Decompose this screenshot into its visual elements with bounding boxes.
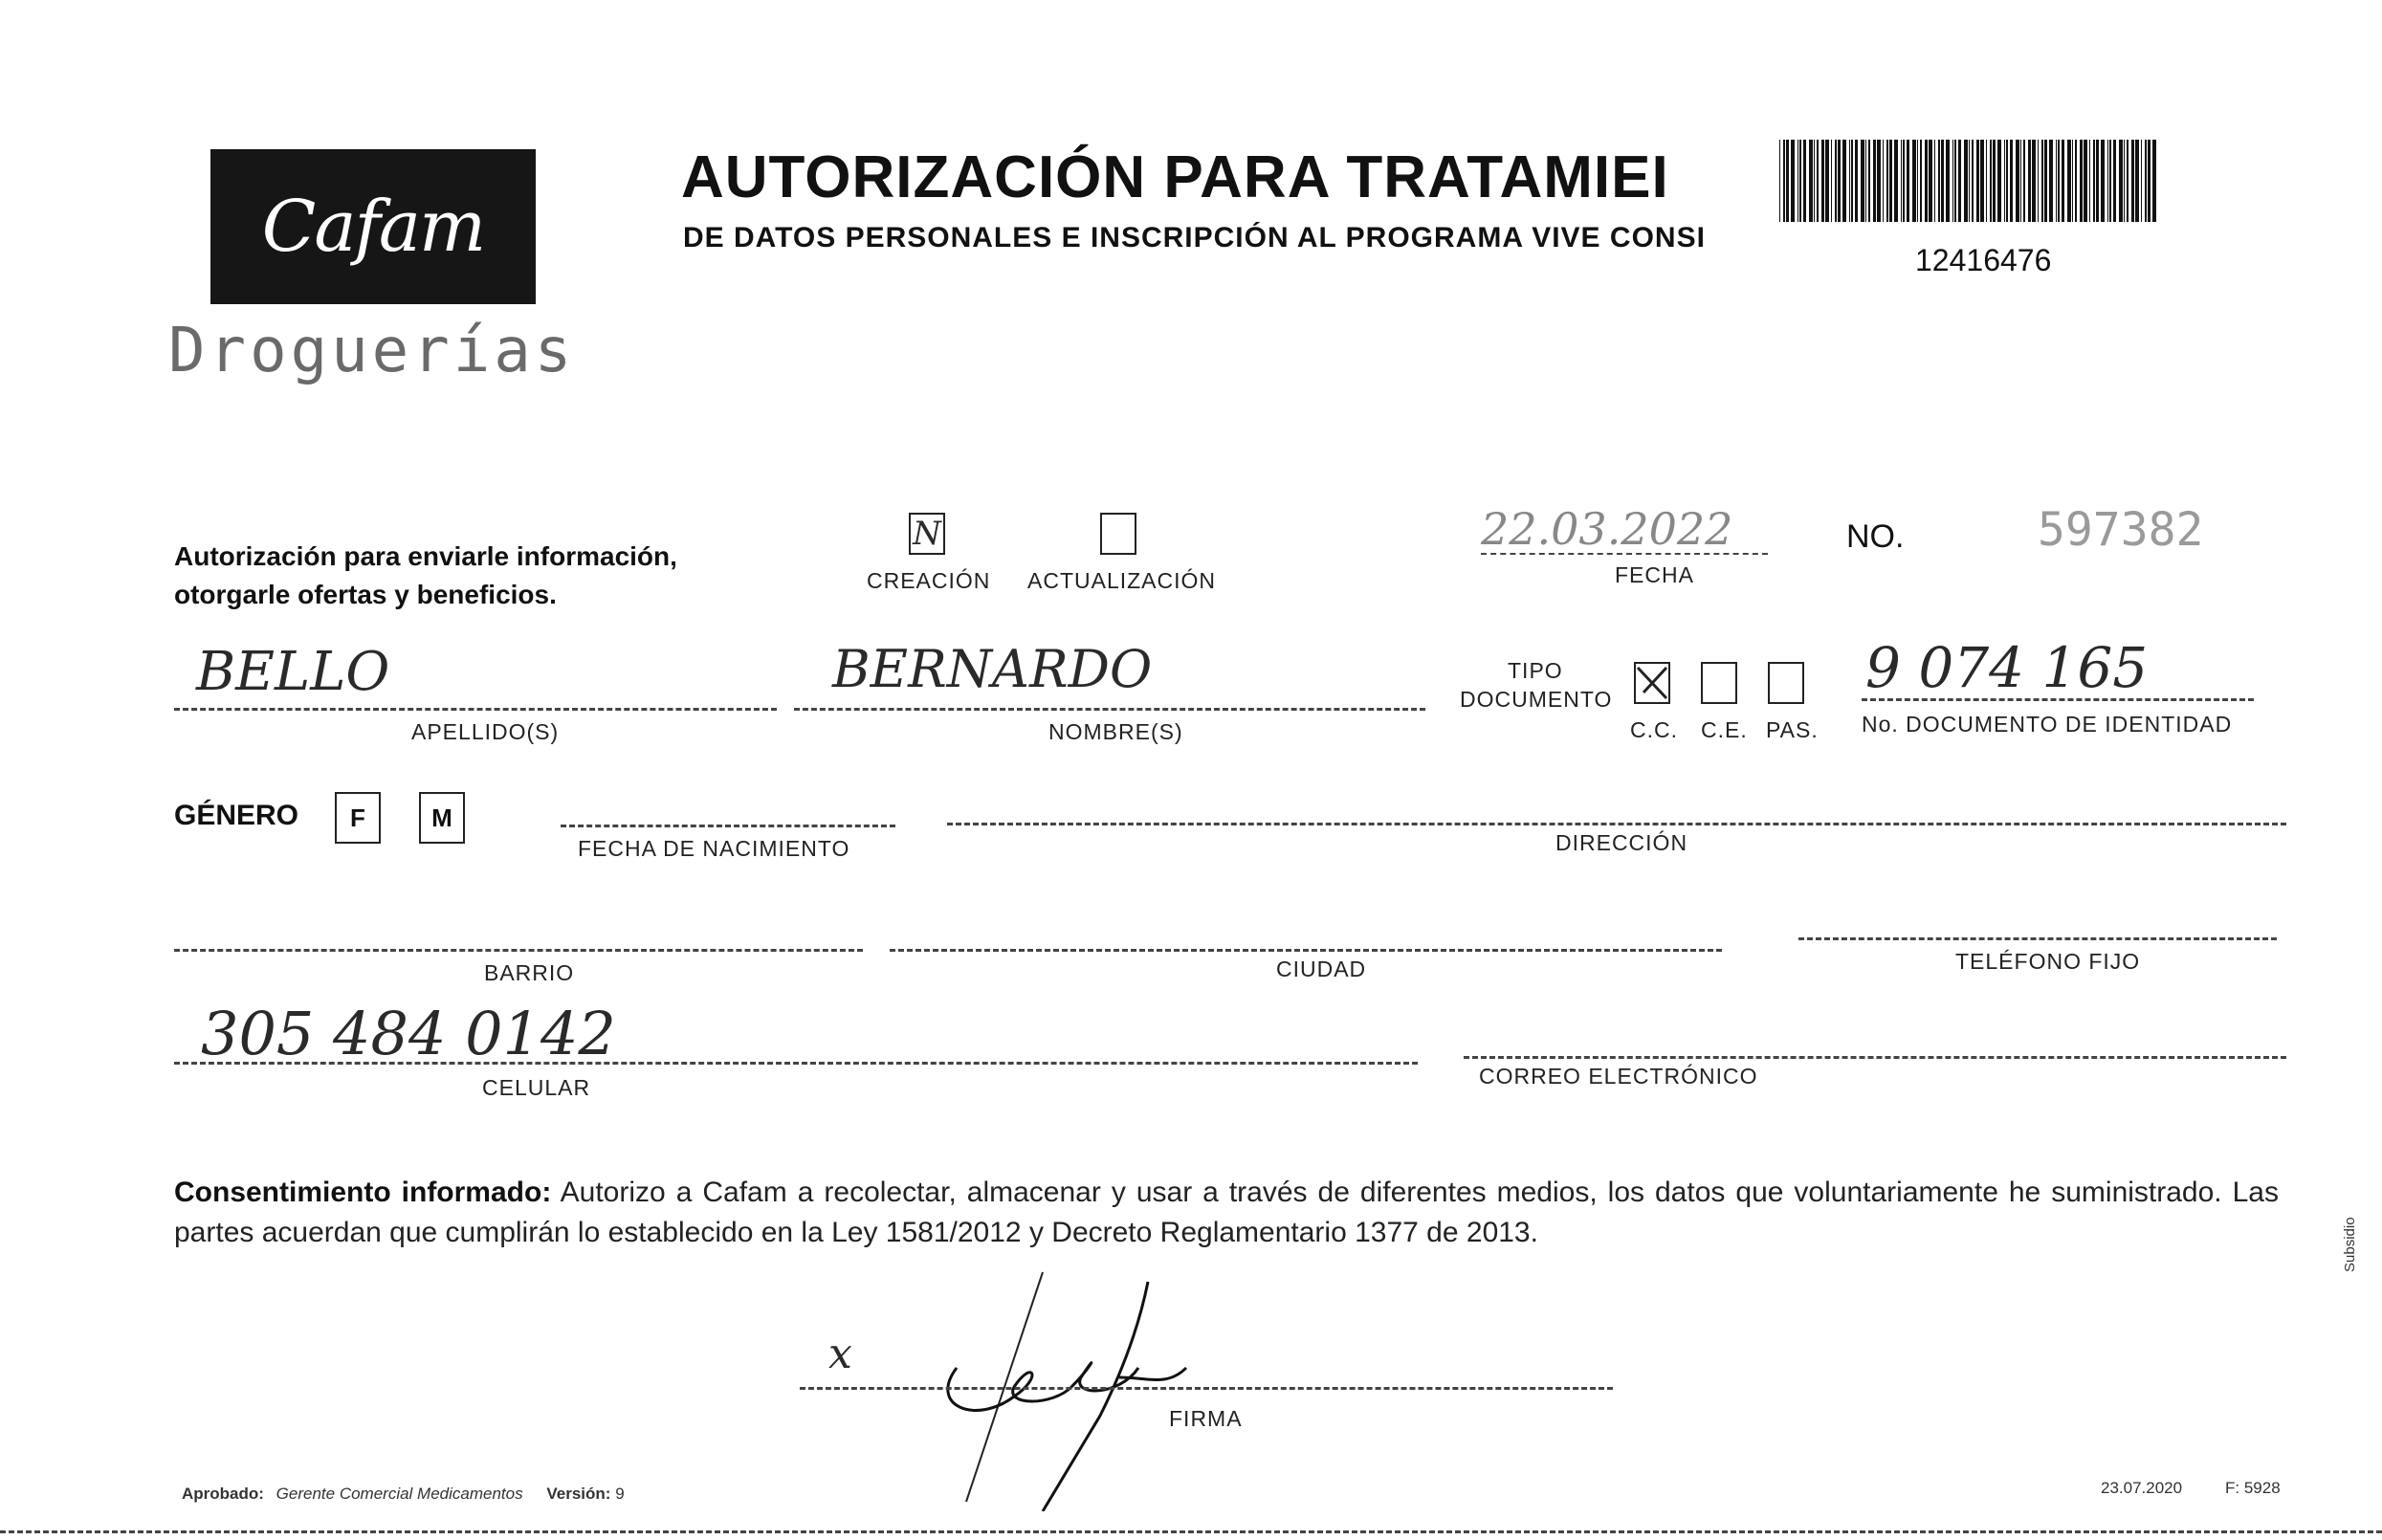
documento-tipo-label: DOCUMENTO xyxy=(1460,687,1613,712)
no-label: NO. xyxy=(1846,518,1905,555)
barcode-bar xyxy=(1851,140,1853,222)
barcode-bar xyxy=(1964,140,1968,222)
barcode-bar xyxy=(2062,140,2064,222)
nombres-label: NOMBRE(S) xyxy=(1048,719,1183,744)
barcode-bar xyxy=(2075,140,2077,222)
fecha-line xyxy=(1481,553,1768,555)
barcode-bar xyxy=(2028,140,2031,222)
barcode-bar xyxy=(1952,140,1953,222)
ce-label: C.E. xyxy=(1701,717,1748,742)
barcode-bar xyxy=(2049,140,2053,222)
barcode-bar xyxy=(2010,140,2013,222)
barcode-bar xyxy=(2058,140,2060,222)
barcode-bar xyxy=(2072,140,2073,222)
barcode-bar xyxy=(2089,140,2090,222)
barcode-bar xyxy=(2080,140,2083,222)
authorization-line-1: Autorización para enviarle información, xyxy=(174,541,677,571)
authorization-text xyxy=(174,538,825,614)
signature-mark: x xyxy=(828,1330,852,1378)
brand-logo xyxy=(210,149,536,304)
barcode-bar xyxy=(1817,140,1819,222)
cc-checkbox[interactable] xyxy=(1634,662,1670,704)
pas-label: PAS. xyxy=(1766,717,1819,742)
barcode-bar xyxy=(1877,140,1881,222)
barcode-bar xyxy=(1868,140,1870,222)
barcode-bar xyxy=(1842,140,1846,222)
barcode-bar xyxy=(1814,140,1815,222)
barcode xyxy=(1777,140,2160,222)
aprobado-value: Gerente Comercial Medicamentos xyxy=(276,1485,523,1503)
genero-f-checkbox[interactable] xyxy=(335,792,381,844)
nombres-value: BERNARDO xyxy=(832,639,1153,699)
barcode-bar xyxy=(1889,140,1892,222)
version-label: Versión: xyxy=(546,1485,611,1503)
barcode-bar xyxy=(1972,140,1974,222)
barcode-bar xyxy=(2135,140,2139,222)
barcode-bar xyxy=(2067,140,2071,222)
genero-m-label: M xyxy=(431,803,452,832)
apellidos-line xyxy=(174,708,777,711)
ciudad-line xyxy=(890,949,1722,952)
barcode-bar xyxy=(1934,140,1935,222)
barrio-line xyxy=(174,949,863,952)
barcode-bar xyxy=(1803,140,1806,222)
authorization-line-2: otorgarle ofertas y beneficios. xyxy=(174,580,557,609)
barcode-bar xyxy=(2107,140,2108,222)
creacion-checkbox[interactable] xyxy=(909,513,945,555)
barcode-bar xyxy=(2141,140,2142,222)
barrio-label: BARRIO xyxy=(484,960,575,985)
barcode-bar xyxy=(2016,140,2019,222)
barcode-bar xyxy=(1997,140,2001,222)
actualizacion-label: ACTUALIZACIÓN xyxy=(1027,568,1217,593)
pas-checkbox[interactable] xyxy=(1768,662,1804,704)
documento-value: 9 074 165 xyxy=(1865,635,2149,700)
barcode-bar xyxy=(1990,140,1992,222)
creacion-label: CREACIÓN xyxy=(867,568,991,593)
ciudad-label: CIUDAD xyxy=(1276,957,1367,981)
barcode-bar xyxy=(1779,140,1780,222)
telefono-label: TELÉFONO FIJO xyxy=(1955,949,2141,974)
barcode-bar xyxy=(1980,140,1984,222)
document-title: AUTORIZACIÓN PARA TRATAMIEI xyxy=(681,144,1669,210)
brand-subtitle: Droguerías xyxy=(168,316,576,386)
version-value: 9 xyxy=(615,1485,625,1503)
barcode-bar xyxy=(1865,140,1866,222)
barcode-bar xyxy=(1883,140,1884,222)
cc-label: C.C. xyxy=(1630,717,1678,742)
barcode-bar xyxy=(2023,140,2025,222)
barcode-bar xyxy=(1925,140,1928,222)
barcode-bar xyxy=(2004,140,2005,222)
barcode-bar xyxy=(2101,140,2105,222)
barcode-bar xyxy=(2113,140,2116,222)
genero-label: GÉNERO xyxy=(174,800,299,831)
apellidos-label: APELLIDO(S) xyxy=(411,719,560,744)
barcode-bar xyxy=(1958,140,1961,222)
footer-approval xyxy=(182,1485,625,1504)
firma-label: FIRMA xyxy=(1169,1406,1243,1431)
barcode-bar xyxy=(2148,140,2150,222)
barcode-number: 12416476 xyxy=(1915,243,2052,277)
barcode-bar xyxy=(2127,140,2128,222)
barcode-bar xyxy=(2084,140,2087,222)
barcode-bar xyxy=(1969,140,1970,222)
barcode-bar xyxy=(1809,140,1813,222)
barcode-bar xyxy=(1838,140,1841,222)
documento-label: No. DOCUMENTO DE IDENTIDAD xyxy=(1862,712,2233,737)
firma-line xyxy=(800,1387,1613,1390)
no-value: 597382 xyxy=(2038,503,2204,557)
cut-line xyxy=(0,1530,2382,1533)
barcode-bar xyxy=(1976,140,1979,222)
genero-f-label: F xyxy=(350,803,365,832)
barcode-bar xyxy=(2032,140,2036,222)
tipo-label: TIPO xyxy=(1508,658,1563,683)
nacimiento-line xyxy=(561,825,895,827)
barcode-bar xyxy=(2044,140,2047,222)
barcode-bar xyxy=(1954,140,1956,222)
barcode-bar xyxy=(1938,140,1940,222)
handwritten-signature xyxy=(899,1253,1244,1511)
nacimiento-label: FECHA DE NACIMIENTO xyxy=(578,836,850,861)
ce-checkbox[interactable] xyxy=(1701,662,1737,704)
aprobado-label: Aprobado: xyxy=(182,1485,264,1503)
barcode-bar xyxy=(2006,140,2008,222)
barcode-bar xyxy=(1894,140,1898,222)
barcode-bar xyxy=(1821,140,1824,222)
document-subtitle: DE DATOS PERSONALES E INSCRIPCIÓN AL PROGRAMA VIVE CONSI xyxy=(683,222,1706,253)
barcode-bar xyxy=(2056,140,2057,222)
consent-paragraph xyxy=(174,1173,2279,1253)
barcode-bar xyxy=(1873,140,1876,222)
consent-heading: Consentimiento informado: xyxy=(174,1177,552,1208)
barcode-bar xyxy=(1825,140,1829,222)
consent-text: Autorizo a Cafam a recolectar, almacenar y usar a través de diferentes medios, los datos que voluntariamente he suministrado. Las partes acuerdan que cumplirán lo establecido en la Ley 1581/2012 y Decreto Reglamentario 1377 de 2013. xyxy=(174,1177,2279,1248)
barcode-bar xyxy=(2109,140,2111,222)
nombres-line xyxy=(794,708,1425,711)
barcode-bar xyxy=(2038,140,2039,222)
barcode-bar xyxy=(1993,140,1996,222)
barcode-bar xyxy=(1946,140,1950,222)
barcode-bar xyxy=(1929,140,1932,222)
barcode-bar xyxy=(1901,140,1902,222)
barcode-bar xyxy=(1907,140,1909,222)
genero-m-checkbox[interactable] xyxy=(419,792,465,844)
direccion-line xyxy=(947,823,2286,825)
correo-line xyxy=(1464,1056,2286,1059)
actualizacion-checkbox[interactable] xyxy=(1100,513,1136,555)
apellidos-value: BELLO xyxy=(196,641,390,703)
barcode-bar xyxy=(2041,140,2043,222)
barcode-bar xyxy=(1912,140,1916,222)
barcode-bar xyxy=(1941,140,1944,222)
documento-line xyxy=(1862,698,2254,701)
barcode-bar xyxy=(2124,140,2125,222)
fecha-label: FECHA xyxy=(1615,562,1694,587)
celular-line xyxy=(174,1062,1418,1065)
telefono-line xyxy=(1798,937,2277,940)
correo-label: CORREO ELECTRÓNICO xyxy=(1479,1064,1758,1089)
barcode-bar xyxy=(1783,140,1785,222)
side-print-text: Subsidio xyxy=(2342,1217,2358,1272)
barcode-bar xyxy=(1849,140,1850,222)
cc-check-mark xyxy=(1636,664,1668,702)
barcode-bar xyxy=(2020,140,2021,222)
barcode-bar xyxy=(1831,140,1832,222)
barcode-bar xyxy=(1835,140,1837,222)
barcode-bar xyxy=(2119,140,2123,222)
barcode-bar xyxy=(1920,140,1922,222)
barcode-bar xyxy=(2131,140,2134,222)
footer-date: 23.07.2020 xyxy=(2101,1479,2183,1497)
barcode-bar xyxy=(2096,140,2099,222)
barcode-bar xyxy=(1791,140,1795,222)
footer-form-code: F: 5928 xyxy=(2225,1479,2281,1497)
barcode-bar xyxy=(2145,140,2147,222)
barcode-bar xyxy=(1861,140,1864,222)
barcode-bar xyxy=(1917,140,1918,222)
barcode-bar xyxy=(1886,140,1888,222)
celular-value: 305 484 0142 xyxy=(201,999,616,1068)
barcode-bar xyxy=(1903,140,1905,222)
barcode-bar xyxy=(1799,140,1801,222)
barcode-bar xyxy=(2152,140,2156,222)
creacion-mark: N xyxy=(913,515,941,553)
barcode-bar xyxy=(1786,140,1789,222)
barcode-bar xyxy=(2093,140,2095,222)
celular-label: CELULAR xyxy=(482,1075,591,1100)
barcode-bar xyxy=(1986,140,1987,222)
direccion-label: DIRECCIÓN xyxy=(1555,830,1688,855)
barcode-bar xyxy=(1855,140,1858,222)
fecha-value: 22.03.2022 xyxy=(1481,503,1733,555)
brand-logo-text: Cafam xyxy=(261,186,485,268)
